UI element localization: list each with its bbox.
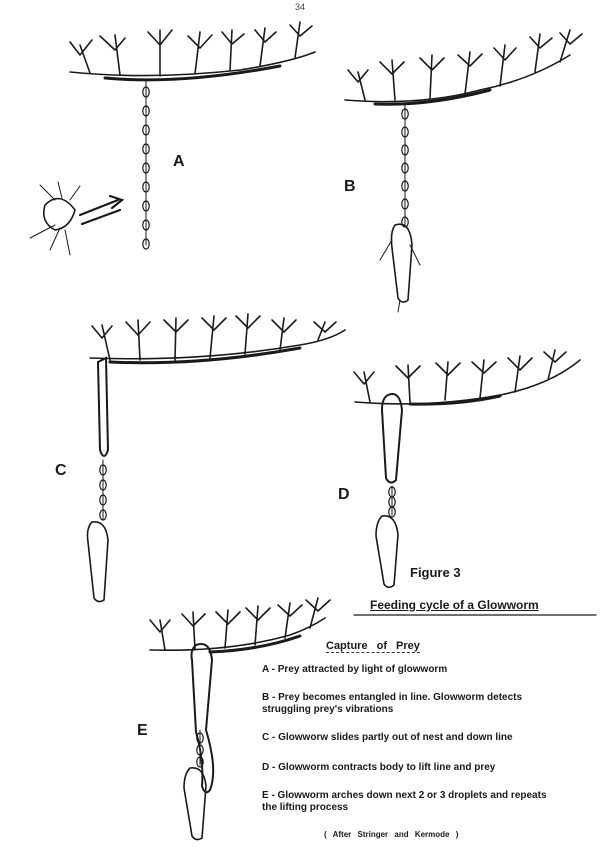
panel-label-d: D: [338, 486, 350, 503]
figure-credit: ( After Stringer and Kermode ): [324, 830, 459, 839]
panel-label-a: A: [173, 153, 185, 170]
legend-heading: Capture of Prey: [326, 640, 420, 652]
panel-label-b: B: [344, 178, 356, 195]
panel-a-drawing: [30, 22, 315, 255]
legend-item-b: B - Prey becomes entangled in line. Glowworm detects struggling prey's vibrations: [262, 692, 523, 715]
legend-item-e: E - Glowworm arches down next 2 or 3 droplets and repeats the lifting process: [262, 790, 547, 813]
panel-d-drawing: [354, 350, 580, 587]
figure-subtitle: Feeding cycle of a Glowworm: [370, 598, 539, 612]
panel-label-e: E: [137, 722, 148, 739]
panel-c-drawing: [88, 314, 346, 602]
panel-b-drawing: [345, 30, 582, 312]
figure-title: Figure 3: [410, 565, 461, 580]
legend-item-d: D - Glowworm contracts body to lift line and prey: [262, 762, 496, 773]
panel-label-c: C: [55, 462, 67, 479]
legend-item-c: C - Glowworw slides partly out of nest and down line: [262, 732, 513, 743]
page-number: 34: [294, 2, 305, 12]
legend-item-a: A - Prey attracted by light of glowworm: [262, 664, 448, 675]
